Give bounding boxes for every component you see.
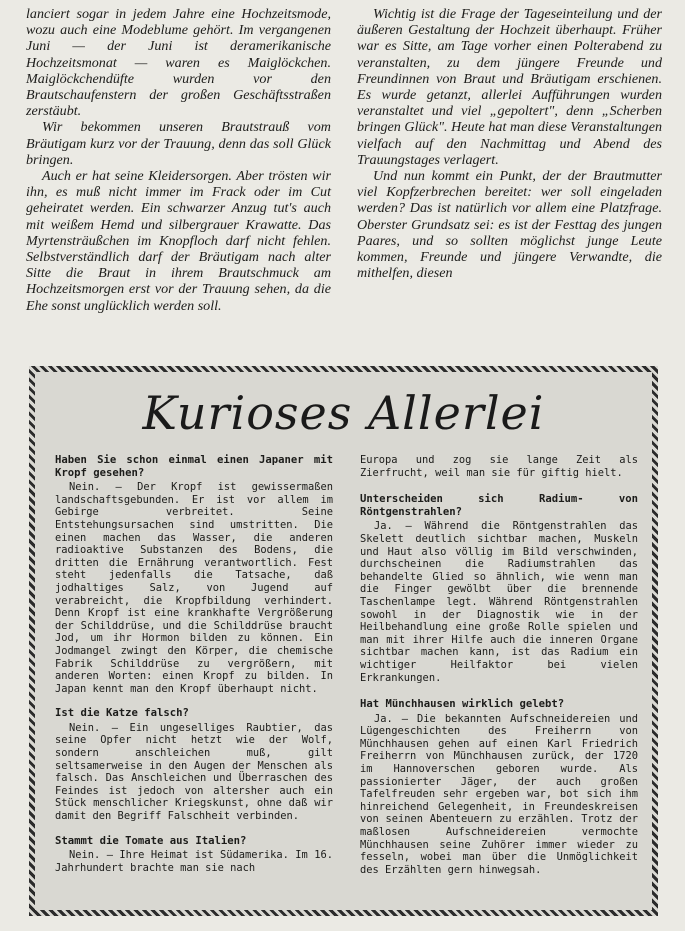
box-right-column — [360, 454, 638, 888]
answer-text: Ja. — Die bekannten Aufschneidereien und Lügengeschichten des Freiherrn von Münchhausen gehen auf einen Karl Friedrich Freiherrn von Münchhausen zurück, der 1720 im Hannoverschen geboren wurde. Als passionierter Jäger, der auch großen Tafelfreuden sehr ergeben war, bot sich ihm hinreichend Gelegenheit, in Freundeskreisen von seinen Abenteuern zu erzählen. Trotz der maßlosen Aufschneidereien vermochte Münchhausen seine Zuhörer immer wieder zu fesseln, wobei man über die Unmöglichkeit des Erzählten gern hinwegsah. — [360, 712, 638, 876]
answer-text: Europa und zog sie lange Zeit als Zierfrucht, weil man sie für giftig hielt. — [360, 454, 638, 479]
article-paragraph: Auch er hat seine Kleidersorgen. Aber trösten wir ihn, es muß nicht immer im Frack oder im Cut geheiratet werden. Ein schwarzer Anzug tut's auch mit weißem Hemd und silbergrauer Krawatte. Das Myrtensträußchen im Knopfloch darf nicht fehlen. Selbstverständlich darf der Bräutigam nach alter Sitte die Braut in ihrem Brautschmuck am Hochzeitsmorgen erst vor der Trauung sehen, da die Ehe sonst unglücklich werden soll. — [26, 168, 331, 314]
answer-text: Nein. — Der Kropf ist gewissermaßen landschaftsgebunden. Er ist vor allem im Gebirge verbreitet. Seine Entstehungsursachen sind umstritten. Die einen machen das Wasser, die anderen radioaktive Substanzen des Bodens, die dritten die Ernährung verantwortlich. Fest steht jedenfalls die Tatsache, daß jodhaltiges Salz, von Jugend auf verabreicht, die Kropfbildung verhindert. Denn Kropf ist eine krankhafte Vergrößerung der Schilddrüse, und die Schilddrüse braucht Jod, um ihr Hormon bilden zu können. Ein Jodmangel zwingt den Körper, die chemische Fabrik Schilddrüse zu vergrößern, mit anderen Worten: einen Kropf zu bilden. In Japan kennt man den Kropf überhaupt nicht. — [55, 481, 333, 695]
answer-text: Ja. — Während die Röntgenstrahlen das Skelett deutlich sichtbar machen, Muskeln und Haut also völlig im Bild verschwinden, durchscheinen die Radiumstrahlen das behandelte Glied so ähnlich, wie wenn man die Finger gewölbt über die brennende Taschenlampe legt. Während Röntgenstrahlen sowohl in der Diagnostik wie in der Heilbehandlung eine große Rolle spielen und man mit ihrer Hilfe auch die inneren Organe sichtbar machen kann, ist das Radium ein wichtiger Heilfaktor bei vielen Erkrankungen. — [360, 520, 638, 684]
article-columns — [26, 6, 662, 356]
box-title: Kurioses Allerlei — [142, 386, 545, 440]
article-right-column — [357, 6, 662, 356]
article-paragraph: lanciert sogar in jedem Jahre eine Hochzeitsmode, wozu auch eine Modeblume gehört. Im vergangenen Juni — der Juni ist deramerikanische Hochzeitsmonat — waren es Maiglöckchen. Maiglöckchendüfte wurden vor den Brautschaufenstern der großen Geschäftsstraßen zerstäubt. — [26, 6, 331, 120]
box-left-column — [55, 454, 333, 888]
article-paragraph: Wichtig ist die Frage der Tageseinteilung und der äußeren Gestaltung der Hochzeit überhaupt. Früher war es Sitte, am Tage vorher einen Polterabend zu veranstalten, zu dem jüngere Freunde und Freundinnen von Braut und Bräutigam erschienen. Es wurde getanzt, allerlei Aufführungen wurden veranstaltet und viel „gepoltert", denn „Scherben bringen Glück". Heute hat man diese Veranstaltungen vielfach auf den Nachmittag und Abend des Trauungstages verlagert. — [357, 6, 662, 168]
question-heading: Haben Sie schon einmal einen Japaner mit Kropf gesehen? — [55, 454, 333, 479]
question-heading: Hat Münchhausen wirklich gelebt? — [360, 698, 565, 711]
article-left-column — [26, 6, 331, 356]
article-paragraph: Wir bekommen unseren Brautstrauß vom Bräutigam kurz vor der Trauung, denn das soll Glück bringen. — [26, 119, 331, 168]
kurioses-allerlei-box — [29, 366, 658, 916]
question-heading: Stammt die Tomate aus Italien? — [55, 834, 247, 847]
box-columns — [35, 454, 652, 888]
question-heading: Unterscheiden sich Radium- von Röntgenstrahlen? — [360, 493, 638, 518]
answer-text: Nein. — Ihre Heimat ist Südamerika. Im 16. Jahrhundert brachte man sie nach — [55, 849, 333, 874]
article-paragraph: Und nun kommt ein Punkt, der der Brautmutter viel Kopfzerbrechen bereitet: wer soll eingeladen werden? Das ist natürlich vor allem eine Platzfrage. Oberster Grundsatz sei: es ist der Festtag des jungen Paares, und so sollten möglichst junge Leute kommen, Freunde und jüngere Verwandte, die mithelfen, diesen — [357, 168, 662, 282]
answer-text: Nein. — Ein ungeselliges Raubtier, das seine Opfer nicht hetzt wie der Wolf, sondern anschleichen muß, gilt seltsamerweise in den Augen der Menschen als falsch. Das Anschleichen und Überraschen des Feindes ist jedoch von altersher auch ein Stück menschlicher Kriegskunst, ohne daß wir damit den Begriff Falschheit verbinden. — [55, 721, 333, 823]
question-heading: Ist die Katze falsch? — [55, 707, 189, 720]
